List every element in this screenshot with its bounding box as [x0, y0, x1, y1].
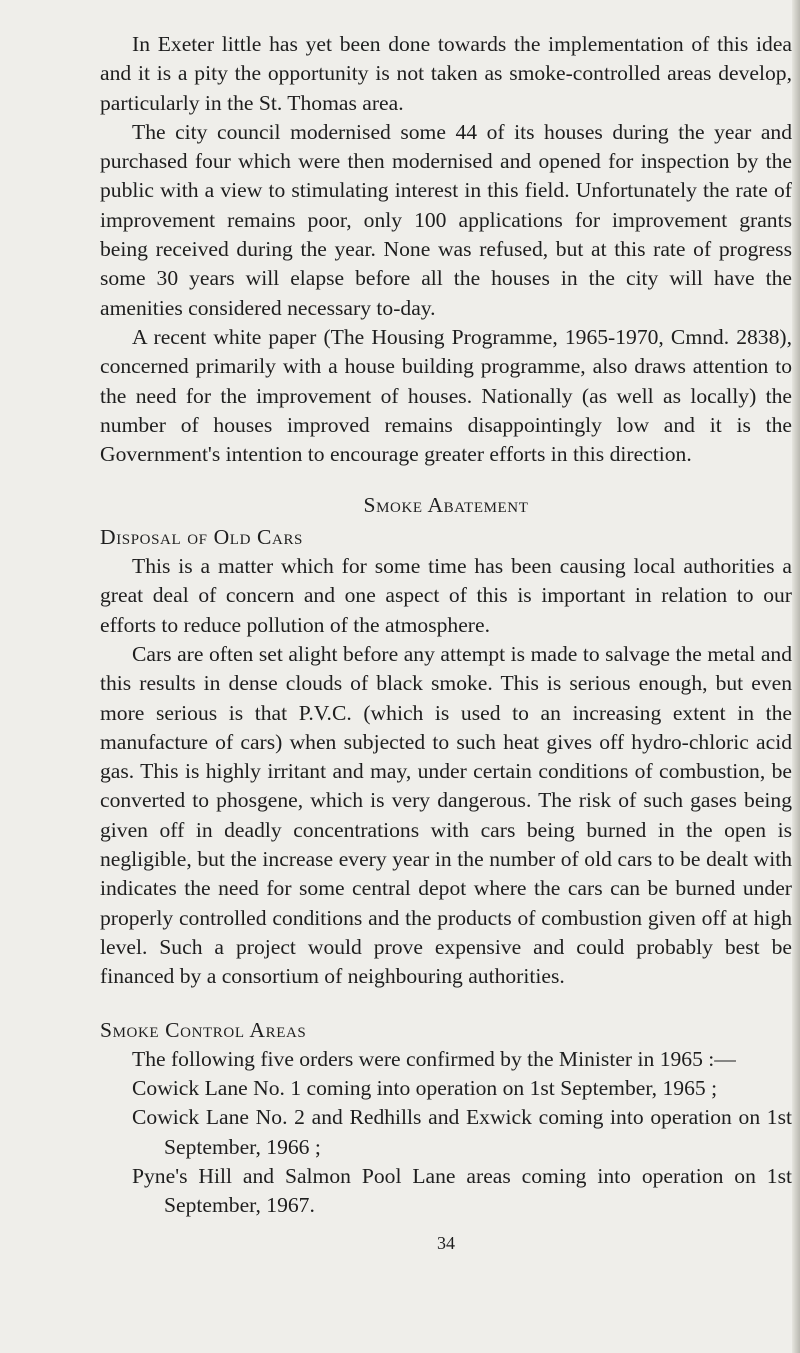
- order-item: Cowick Lane No. 1 coming into operation on 1st September, 1965 ;: [132, 1076, 718, 1101]
- page-number: 34: [437, 1232, 455, 1253]
- order-item: Cowick Lane No. 2 and Redhills and Exwick coming into operation on 1st September, 1966 ;: [132, 1105, 792, 1159]
- paragraph-orders-intro: The following five orders were confirmed by the Minister in 1965 :—: [132, 1046, 736, 1071]
- paragraph-cars-burning: Cars are often set alight before any attempt is made to salvage the metal and this results in dense clouds of black smoke. This is serious enough, but even more serious is that P.V.C. (which is used to an increasing extent in the manufacture of cars) when subjected to such heat gives off hydro-chloric acid gas. This is highly irritant and may, under certain conditions of combustion, be converted to phosgene, which is very dangerous. The risk of such gases being given off in deadly concentrations with cars being burned in the open is negligible, but the increase every year in the number of old cars to be dealt with indicates the need for some central depot where the cars can be burned under properly controlled conditions and the products of combustion given off at high level. Such a project would prove expensive and could probably best be financed by a consortium of neighbouring authorities.: [100, 641, 792, 989]
- paragraph-exeter: In Exeter little has yet been done towards the implementation of this idea and it is a pity the opportunity is not taken as smoke-controlled areas develop, particularly in the St. Thomas area.: [100, 32, 792, 115]
- document-page: [100, 30, 792, 1258]
- page-edge-shadow: [792, 0, 800, 1353]
- heading-smoke-abatement: Smoke Abatement: [363, 493, 529, 518]
- order-item: Pyne's Hill and Salmon Pool Lane areas coming into operation on 1st September, 1967.: [132, 1163, 792, 1218]
- paragraph-white-paper: A recent white paper (The Housing Programme, 1965-1970, Cmnd. 2838), concerned primarily with a house building programme, also draws attention to the need for the improvement of houses. Nationally (as well as locally) the number of houses improved remains disappointingly low and it is the Government's intention to encourage greater efforts in this direction.: [100, 324, 792, 467]
- paragraph-modernised-houses: The city council modernised some 44 of its houses during the year and purchased four which were then modernised and opened for inspection by the public with a view to stimulating interest in this field. Unfortunately the rate of improvement remains poor, only 100 applications for improvement grants being received during the year. None was refused, but at this rate of progress some 30 years will elapse before all the houses in the city will have the amenities considered necessary to-day.: [100, 119, 792, 320]
- paragraph-cars-concern: This is a matter which for some time has been causing local authorities a great deal of concern and one aspect of this is important in relation to our efforts to reduce pollution of the atmosphere.: [100, 554, 792, 637]
- heading-disposal-old-cars: Disposal of Old Cars: [100, 524, 303, 549]
- heading-smoke-control-areas: Smoke Control Areas: [100, 1017, 307, 1042]
